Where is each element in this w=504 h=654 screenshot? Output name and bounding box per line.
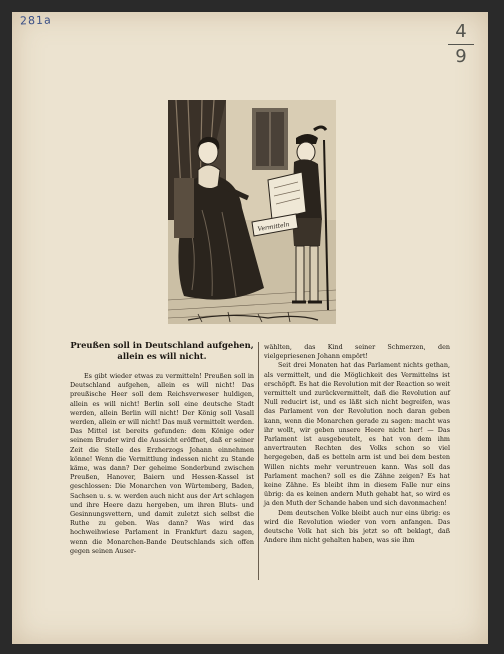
window — [252, 108, 288, 170]
article-title: Preußen soll in Deutschland aufgehen, allein es will nicht. — [70, 340, 254, 361]
page-mark-bottom: 9 — [455, 46, 467, 67]
caption-text: Vermitteln — [257, 221, 290, 233]
shelfmark: 281a — [19, 13, 52, 28]
paragraph: wählten, das Kind seiner Schmerzen, den vielgepriesenen Johann empört! — [264, 343, 450, 361]
woodcut-illustration — [168, 100, 336, 324]
page-mark — [448, 22, 474, 67]
paragraph: Seit drei Monaten hat das Parlament nichts gethan, als vermittelt, und die Möglichkeit des Vermittelns ist erschöpft. Es hat die Revolution mit der Reaction so weit vermittelt und zurückvermittelt, daß die Revolution auf Null reducirt ist, und es läßt sich nicht begreifen, was das Parlament von der Revolution noch daran geben kann, wenn die Monarchen gerade zu sagen: macht was ihr wollt, wir geben unsere Heere nicht her! — Das Parlament ist ausgebeutelt, es hat von dem ihm anvertrauten Rechten des Volks schon so viel hergegeben, daß es betteln arm ist und bei dem besten Willen nichts mehr veruntreuen kann. Was soll das Parlament machen? soll es die Zähne zeigen? Es hat keine Zähne. Es bleibt ihm in diesem Falle nur eins übrig: da es keinen andern Muth gehabt hat, so wird es ja den Muth der Schande haben und sich davonmachen! — [264, 361, 450, 508]
paragraph: Es gibt wieder etwas zu vermitteln! Preußen soll in Deutschland aufgehen, allein es will nicht! Das preußische Heer soll dem Reichsverweser huldigen, allein es will nicht! Berlin soll eine deutsche Stadt werden, allein Berlin will nicht! Der König soll Vasall werden, allein er will nicht! Das muß vermittelt werden. Das Mittel ist bereits gefunden: dem Könige oder seinem Bruder wird die Aussicht eröffnet, daß er seiner Zeit die Stelle des Erzherzogs Johann einnehmen könne! Wenn die Vermittlung indessen nicht zu Stande käme, was dann? Der geheime Sonderbund zwischen Preußen, Hanover, Baiern und Hessen-Kassel ist geschlossen: Die Monarchen von Würtemberg, Baden, Sachsen u. s. w. werden auch nicht aus der Art schlagen und ihre Heere dazu hergeben, um ihren Bluts- und Gesinnungsvettern, und damit zuletzt sich selbst die Ruthe zu geben. Was dann? Was wird das hochweihwiese Parlament in Frankfurt dazu sagen, wenn die Monarchen-Bande Deutschlands sich offen gegen seinen Auser- — [70, 372, 254, 555]
document-sheet — [12, 12, 488, 644]
page-mark-bar — [448, 44, 474, 45]
article-column-right — [264, 343, 450, 545]
article-column-left — [70, 372, 254, 556]
column-divider — [258, 342, 259, 580]
paragraph: Dem deutschen Volke bleibt auch nur eins übrig: es wird die Revolution wieder von vorn anfangen. Das deutsche Volk hat sich bis jetzt so oft beklagt, daß Andere ihm nicht gehalten haben, was sie ihm — [264, 508, 450, 545]
page-mark-top: 4 — [455, 21, 467, 42]
